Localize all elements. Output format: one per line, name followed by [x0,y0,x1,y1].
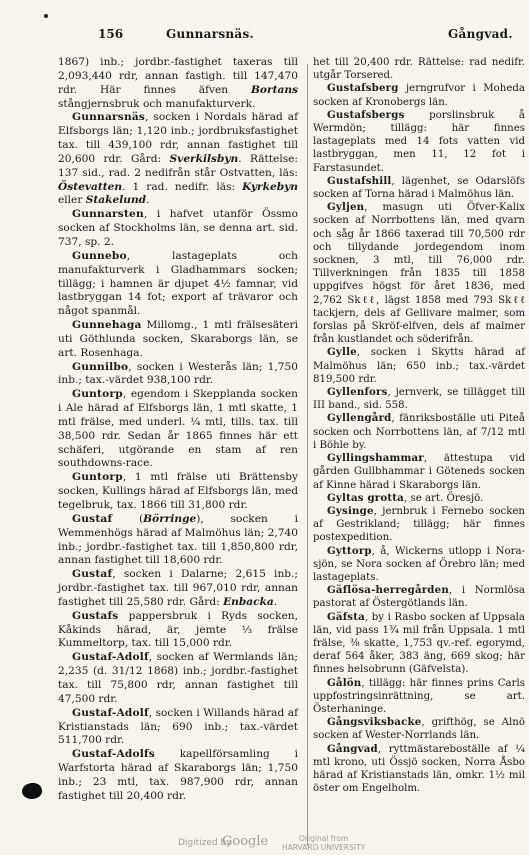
entry-reference: Börringe [143,512,197,525]
entry-text: , ättestupa vid gården Gullbhammar i Göteneds socken af Kinne härad i Skaraborgs län. [313,453,525,491]
left-entry [58,388,298,471]
entry-headword: Gyllenfors [327,386,388,399]
original-from-label: Original from [299,834,349,843]
entry-headword: Gyllengård [327,412,392,425]
right-entry [313,492,525,505]
right-entry [313,412,525,452]
entry-text: , socken af Wermlands län; 2,235 (d. 31/12 1868) inb.; jordbr.-fastighet tax. till 75,800 rdr, annan fastighet till 47,500 rdr. [58,651,298,705]
entry-text: , grifthög, se Alnö socken af Wester-Norrlands län. [313,717,525,742]
entry-headword: Gyllingshammar [327,452,424,465]
right-entry [313,743,525,796]
left-column [58,56,298,804]
entry-headword: Gyltas grotta [327,491,404,504]
entry-reference: Östevatten [58,180,123,193]
left-entry [58,208,298,250]
right-entry [313,611,525,677]
entry-headword: Gunnarsnäs [72,111,146,124]
entry-reference: Stakelund [85,194,147,207]
right-entry [313,505,525,545]
entry-text: het till 20,400 rdr. Rättelse: rad nedifr. utgår Torsered. [313,57,525,82]
entry-text: , lastageplats och manufakturverk i Gladhammars socken; tillägg; i hamnen är djupet 4½ famnar, vid lastbryggan 14 fot; export af trävaror och något spanmål. [58,249,298,318]
entry-headword: Gunnehaga [72,319,142,332]
left-entry [58,513,298,568]
stray-mark [44,14,48,18]
left-entry [58,748,298,803]
right-entry [313,56,525,82]
entry-text: , egendom i Skepplanda socken i Ale härad af Elfsborgs län, 1 mtl skatte, 1 mtl frälse, med underl. ¼ mtl, tills. tax. till 38,500 rdr. Sedan år 1865 finnes här ett schäferi, utgörande en stam af ren southdowns-race. [58,388,298,470]
entry-headword: Gustaf [72,512,113,525]
left-entry [58,610,298,652]
left-entry [58,707,298,749]
entry-headword: Gångvad [327,742,378,755]
entry-text: ), socken i Wemmenhögs härad af Malmöhus län; 2,740 inb.; jordbr.-fastighet tax. till 1,850,800 rdr, annan fastighet till 18,600 rdr. [58,512,298,567]
harvard-label: HARVARD UNIVERSITY [282,843,366,852]
entry-headword: Guntorp [72,471,123,484]
entry-headword: Gunnarsten [72,208,144,221]
entry-text: , socken i Nordals härad af Elfsborgs län; 1,120 inb.; jordbruksfastighet tax. till 439,100 rdr, annan fastighet till 20,600 rdr. Gård: [58,111,298,165]
left-entry [58,568,298,610]
entry-reference: Enbacka [223,595,274,608]
entry-text: stångjernsbruk och manufakturverk. [58,97,256,110]
entry-headword: Gustafsbergs [327,108,405,121]
entry-text: pappersbruk i Ryds socken, Kåkinds härad, är, jemte ⅓ frälse Kummeltorp, tax. till 15,000 rdr. [58,609,298,650]
entry-text: Millomg., 1 mtl frälsesäteri uti Göthlunda socken, Skaraborgs län, se art. Rosenhaga. [58,319,298,359]
right-entry [313,677,525,717]
digitized-by-label: Digitized by [178,838,232,848]
entry-headword: Gålön [327,676,362,689]
entry-text: jerngrufvor i Moheda socken af Kronobergs län. [313,83,525,108]
left-entry [58,319,298,361]
entry-text: , jernverk, se tillägget till III band., sid. 558. [313,387,525,412]
entry-headword: Gäflösa-herregården [327,584,449,597]
entry-text: , fänriksboställe uti Piteå socken och Norrbottens län, af 7/12 mtl i Böhle by. [313,413,525,451]
entry-text: kapellförsamling i Warfstorta härad af Skaraborgs län; 1,750 inb.; 23 mtl, tax. 987,900 rdr, annan fastighet till 20,400 rdr. [58,748,298,802]
entry-headword: Gustaf-Adolf [72,651,149,664]
left-entry [58,56,298,111]
entry-text: , lägenhet, se Odarslöfs socken af Torna härad i Malmöhus län. [313,175,525,201]
entry-headword: Guntorp [72,388,123,401]
entry-reference: Bortans [250,83,298,96]
right-entry [313,201,525,346]
entry-headword: Gustaf-Adolf [72,706,149,719]
entry-text: . 1 rad. nedifr. läs: [122,180,243,193]
entry-headword: Gustafshill [327,174,392,187]
entry-headword: Gylle [327,346,357,359]
entry-headword: Gäfsta [327,610,365,623]
right-entry [313,545,525,585]
right-entry [313,584,525,610]
entry-reference: Sverkilsbyn [169,152,239,165]
digitization-footer [0,834,529,854]
column-divider [307,64,308,846]
right-entry [313,175,525,201]
entry-text: , socken i Westerås län; 1,750 inb.; tax.-värdet 938,100 rdr. [58,360,298,387]
page-number: 156 [98,27,124,41]
entry-text: , masugn uti Öfver-Kalix socken af Norrbottens län, med qvarn och såg år 1866 taxerad till 70,500 rdr och tillydande jordegendom inom socknen, 3 mtl, till 76,000 rdr. Tillverkningen från 1835 till 1858 uppgifves högst för året 1836, med 2,762 Skℓℓ, lägst 1858 med 793 Skℓℓ tackjern, dels af Gellivare malmer, som forslas på Skröf-elfven, dels af malmer från kustlandet och söderifrån. [313,202,525,346]
entry-headword: Gysinge [327,504,374,517]
running-header [58,27,511,47]
entry-headword: Gunnebo [72,249,127,262]
google-logo: Google [222,834,269,849]
left-entry [58,651,298,706]
left-entry [58,111,298,208]
entry-text: . Rättelse: 137 sid., rad. 2 nedifrån står Ostvatten, läs: [58,152,298,179]
entry-text: , by i Rasbo socken af Uppsala län, vid pass 1¾ mil från Uppsala. 1 mtl frälse, ⅜ skatte, 1,753 qv.-ref. egorymd, deraf 564 åker, 383 äng, 669 skog; här finnes helsobrunn (Gäfvelsta). [313,611,525,676]
entry-text: , se art. Öresjö. [403,492,484,504]
entry-text: , å, Wickerns utlopp i Nora-sjön, se Nora socken af Örebro län; med lastageplats. [313,545,525,583]
left-entry [58,250,298,319]
ink-blot [21,781,44,801]
entry-text: , tillägg: här finnes prins Carls uppfostringsinrättning, se art. Österhaninge. [313,677,525,715]
left-entry [58,361,298,389]
entry-text: , socken i Skytts härad af Malmöhus län; 650 inb.; tax.-värdet 819,500 rdr. [313,347,525,385]
entry-headword: Gustaf [72,568,113,581]
entry-text: 1867) inb.; jordbr.-fastighet taxeras till 2,093,440 rdr, annan fastigh. till 147,470 rdr. Här finnes äfven [58,56,298,96]
right-entry [313,716,525,742]
entry-text: eller [58,194,86,207]
entry-text: porslinsbruk å Wermdön; tillägg: här finnes lastageplats med 14 fots vatten vid lastbryggan, men 11, 12 fot i Farstasundet. [313,109,525,174]
entry-text: , i hafvet utanför Össmo socken af Stockholms län, se denna art. sid. 737, sp. 2. [58,208,298,248]
left-entry [58,471,298,513]
right-entry [313,109,525,175]
entry-text: ( [112,512,144,525]
entry-text: , 1 mtl frälse uti Brättensby socken, Kullings härad af Elfsborgs län, med tegelbruk, tax. 1866 till 31,800 rdr. [58,471,298,511]
entry-text: , socken i Dalarne; 2,615 inb.; jordbr.-fastighet tax. till 967,010 rdr, annan fastighet till 25,580 rdr. Gård: [58,568,298,608]
right-entry [313,82,525,108]
right-entry [313,386,525,412]
left-running-head: Gunnarsnäs. [166,27,255,41]
entry-text: , jernbruk i Fernebo socken af Gestrikland; tillägg; här finnes postexpedition. [313,505,525,544]
entry-text: , i Normlösa pastorat af Östergötlands län. [313,585,525,610]
entry-headword: Gunnilbo [72,360,129,373]
right-running-head: Gångvad. [448,27,513,41]
entry-headword: Gångsviksbacke [327,716,422,729]
entry-headword: Gustafs [72,609,119,622]
entry-headword: Gustaf-Adolfs [72,748,155,761]
entry-headword: Gyttorp [327,544,372,557]
right-entry [313,452,525,492]
entry-text: , socken i Willands härad af Kristianstads län; 690 inb.; tax.-värdet 511,700 rdr. [58,706,298,747]
entry-text: . [146,194,150,207]
entry-headword: Gyljen [327,201,365,214]
entry-text: , ryttmästareboställe af ¼ mtl krono, uti Össjö socken, Norra Åsbo härad af Kristianstads län, omkr. 1½ mil öster om Engelholm. [313,743,525,795]
right-entry [313,346,525,386]
entry-headword: Gustafsberg [327,82,399,95]
original-source [282,834,365,852]
entry-text: . [273,595,278,608]
right-column [313,56,525,795]
entry-reference: Kyrkebyn [242,180,298,193]
